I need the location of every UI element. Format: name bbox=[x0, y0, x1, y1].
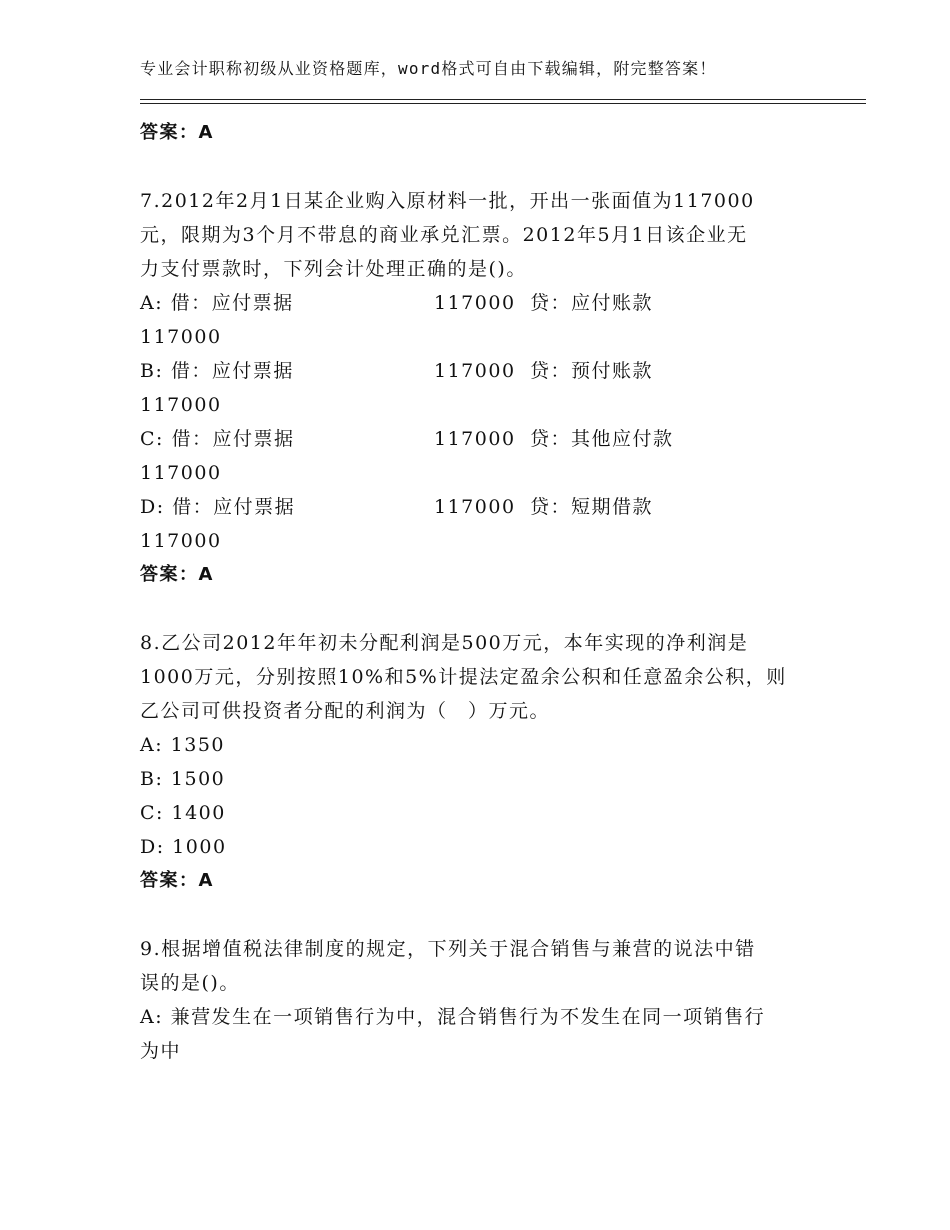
option-amount: 117000 bbox=[434, 292, 516, 314]
content bbox=[140, 116, 820, 1068]
option-credit: 贷：短期借款 bbox=[530, 496, 654, 518]
option-c: C: 1400 bbox=[140, 802, 226, 824]
spacer bbox=[140, 592, 820, 626]
option-amount: 117000 bbox=[434, 360, 516, 382]
question-line: 1000万元，分别按照10%和5%计提法定盈余公积和任意盈余公积，则 bbox=[140, 666, 787, 688]
header-rule-thin bbox=[140, 99, 866, 100]
header-rule-thick bbox=[140, 103, 866, 104]
option-amount: 117000 bbox=[434, 496, 516, 518]
question-line: 乙公司可供投资者分配的利润为（ ）万元。 bbox=[140, 700, 551, 722]
option-amount2: 117000 bbox=[140, 326, 222, 348]
question-line: 9.根据增值税法律制度的规定，下列关于混合销售与兼营的说法中错 bbox=[140, 938, 756, 960]
option-amount2: 117000 bbox=[140, 530, 222, 552]
option-d bbox=[140, 490, 820, 524]
page-header: 专业会计职称初级从业资格题库，word格式可自由下载编辑，附完整答案！ bbox=[140, 59, 717, 78]
option-c bbox=[140, 422, 820, 456]
option-b bbox=[140, 354, 820, 388]
option-b: B: 1500 bbox=[140, 768, 226, 790]
option-credit: 贷：预付账款 bbox=[530, 360, 654, 382]
spacer bbox=[140, 150, 820, 184]
option-credit: 贷：应付账款 bbox=[530, 292, 654, 314]
question-8 bbox=[140, 626, 820, 898]
question-9 bbox=[140, 932, 820, 1068]
answer-7: 答案：A bbox=[140, 564, 214, 585]
option-debit: D: 借：应付票据 bbox=[140, 496, 296, 518]
option-a: A: 1350 bbox=[140, 734, 226, 756]
option-d: D: 1000 bbox=[140, 836, 227, 858]
option-debit: B: 借：应付票据 bbox=[140, 360, 294, 382]
question-line: 力支付票款时，下列会计处理正确的是()。 bbox=[140, 258, 527, 280]
option-a-continued: 为中 bbox=[140, 1040, 182, 1062]
option-debit: C: 借：应付票据 bbox=[140, 428, 295, 450]
spacer bbox=[140, 898, 820, 932]
question-line: 误的是()。 bbox=[140, 972, 240, 994]
option-credit: 贷：其他应付款 bbox=[530, 428, 674, 450]
answer-8: 答案：A bbox=[140, 870, 214, 891]
question-line: 8.乙公司2012年年初未分配利润是500万元，本年实现的净利润是 bbox=[140, 632, 749, 654]
answer-prev: 答案：A bbox=[140, 122, 214, 143]
option-amount: 117000 bbox=[434, 428, 516, 450]
option-amount2: 117000 bbox=[140, 394, 222, 416]
question-line: 元，限期为3个月不带息的商业承兑汇票。2012年5月1日该企业无 bbox=[140, 224, 748, 246]
option-debit: A: 借：应付票据 bbox=[140, 292, 294, 314]
question-line: 7.2012年2月1日某企业购入原材料一批，开出一张面值为117000 bbox=[140, 190, 755, 212]
option-amount2: 117000 bbox=[140, 462, 222, 484]
option-a bbox=[140, 286, 820, 320]
question-7 bbox=[140, 184, 820, 592]
option-a: A: 兼营发生在一项销售行为中，混合销售行为不发生在同一项销售行 bbox=[140, 1006, 766, 1028]
